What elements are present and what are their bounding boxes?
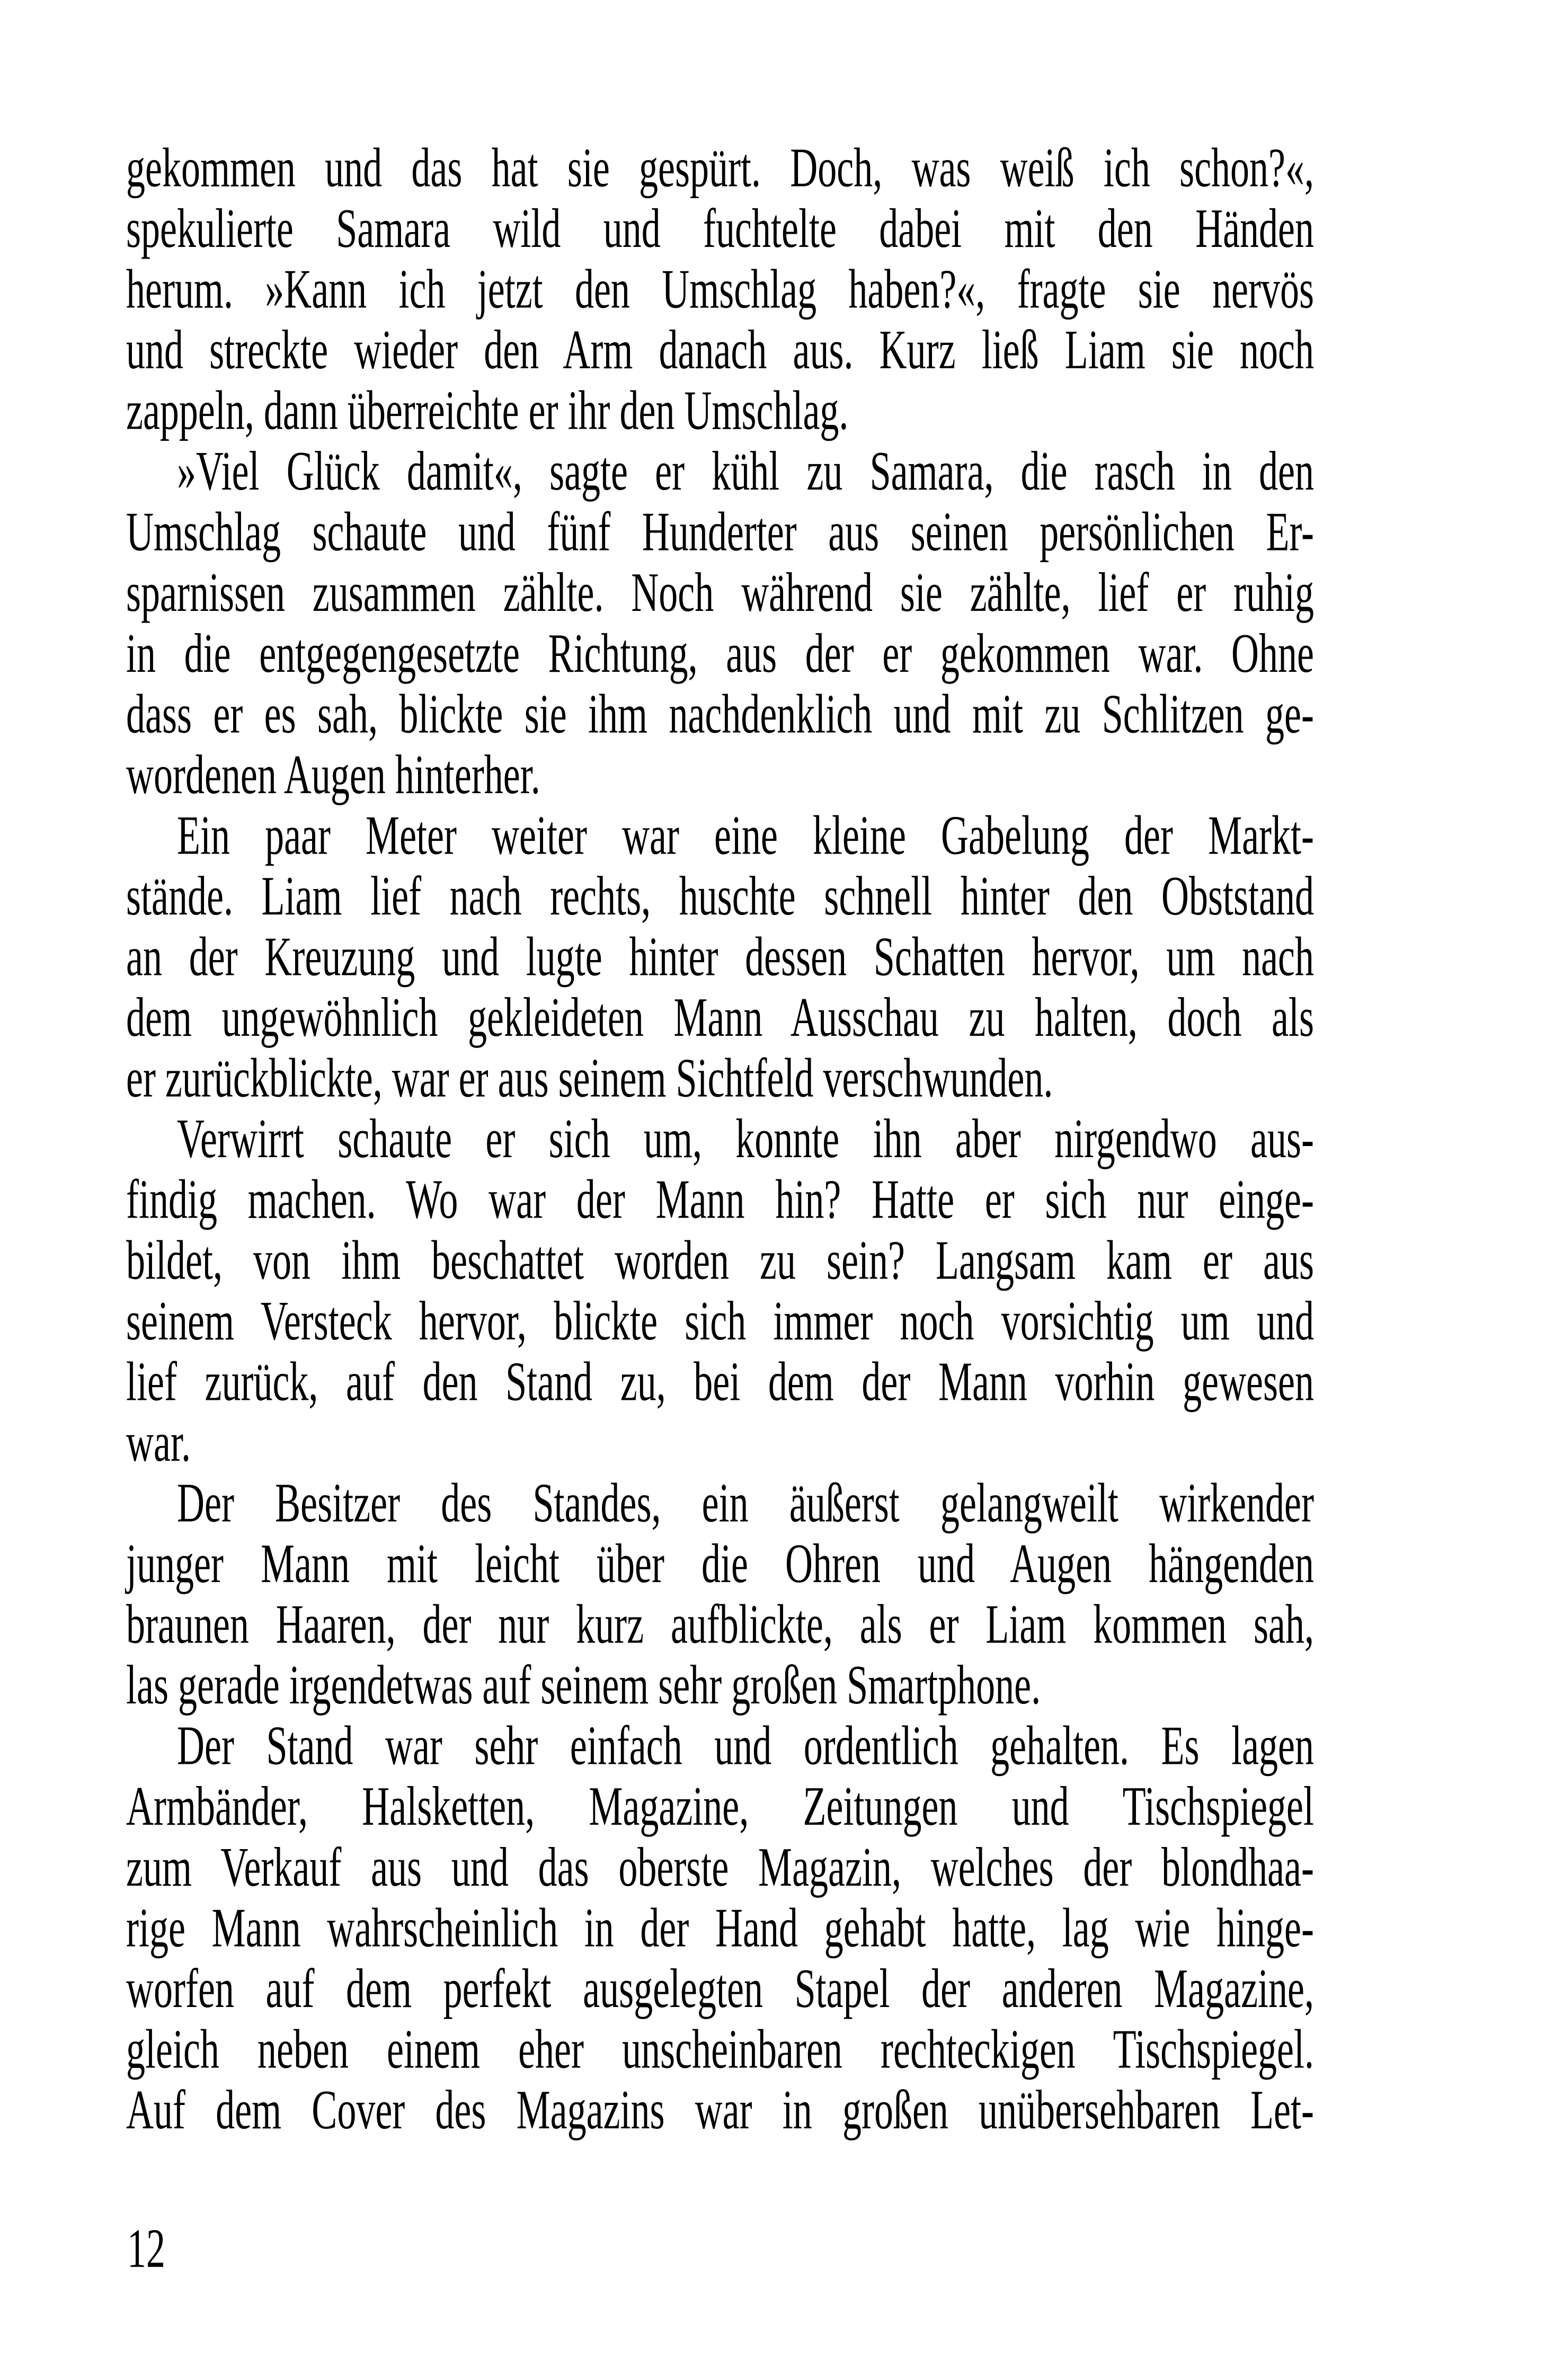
text-line: las gerade irgendetwas auf seinem sehr großen Smartphone. [126,1654,1041,1716]
text-line: dem ungewöhnlich gekleideten Mann Ausschau zu halten, doch als [126,987,1314,1049]
text-line: er zurückblickte, war er aus seinem Sichtfeld verschwunden. [126,1047,1053,1109]
text-line: findig machen. Wo war der Mann hin? Hatte er sich nur einge- [126,1168,1314,1230]
text-line: sparnissen zusammen zählte. Noch während sie zählte, lief er ruhig [126,562,1314,624]
text-line: braunen Haaren, der nur kurz aufblickte, als er Liam kommen sah, [126,1593,1314,1655]
text-line: dass er es sah, blickte sie ihm nachdenklich und mit zu Schlitzen ge- [126,683,1314,745]
text-line: Der Stand war sehr einfach und ordentlich gehalten. Es lagen [177,1715,1314,1777]
text-line: wordenen Augen hinterher. [126,744,540,806]
text-line: Verwirrt schaute er sich um, konnte ihn aber nirgendwo aus- [177,1108,1314,1170]
text-line: in die entgegengesetzte Richtung, aus der er gekommen war. Ohne [126,622,1314,684]
text-line: Umschlag schaute und fünf Hunderter aus seinen persönlichen Er- [126,501,1314,563]
text-line: Armbänder, Halsketten, Magazine, Zeitungen und Tischspiegel [126,1775,1314,1837]
text-line: spekulierte Samara wild und fuchtelte dabei mit den Händen [126,198,1314,260]
text-line: stände. Liam lief nach rechts, huschte schnell hinter den Obststand [126,865,1314,927]
text-line: junger Mann mit leicht über die Ohren und Augen hängenden [126,1533,1314,1595]
text-line: Der Besitzer des Standes, ein äußerst gelangweilt wirkender [177,1472,1314,1534]
text-line: gleich neben einem eher unscheinbaren rechteckigen Tischspiegel. [126,2018,1314,2080]
text-line: bildet, von ihm beschattet worden zu sein? Langsam kam er aus [126,1229,1314,1291]
text-line: worfen auf dem perfekt ausgelegten Stapel der anderen Magazine, [126,1958,1314,2020]
text-line: lief zurück, auf den Stand zu, bei dem der Mann vorhin gewesen [126,1351,1314,1413]
text-line: an der Kreuzung und lugte hinter dessen Schatten hervor, um nach [126,926,1314,988]
text-line: zappeln, dann überreichte er ihr den Umschlag. [126,379,849,441]
text-line: war. [126,1411,191,1473]
text-line: Ein paar Meter weiter war eine kleine Gabelung der Markt- [177,804,1314,866]
text-line: gekommen und das hat sie gespürt. Doch, was weiß ich schon?«, [126,137,1314,199]
text-line: rige Mann wahrscheinlich in der Hand gehabt hatte, lag wie hinge- [126,1897,1314,1959]
text-line: Auf dem Cover des Magazins war in großen unübersehbaren Let- [126,2079,1314,2141]
text-line: seinem Versteck hervor, blickte sich immer noch vorsichtig um und [126,1290,1314,1352]
text-line: zum Verkauf aus und das oberste Magazin, welches der blondhaa- [126,1836,1314,1898]
text-line: herum. »Kann ich jetzt den Umschlag haben?«, fragte sie nervös [126,258,1314,320]
text-line: und streckte wieder den Arm danach aus. Kurz ließ Liam sie noch [126,319,1314,381]
body-text [126,138,1314,2141]
text-line: »Viel Glück damit«, sagte er kühl zu Samara, die rasch in den [177,440,1314,502]
page-number: 12 [127,2217,165,2279]
